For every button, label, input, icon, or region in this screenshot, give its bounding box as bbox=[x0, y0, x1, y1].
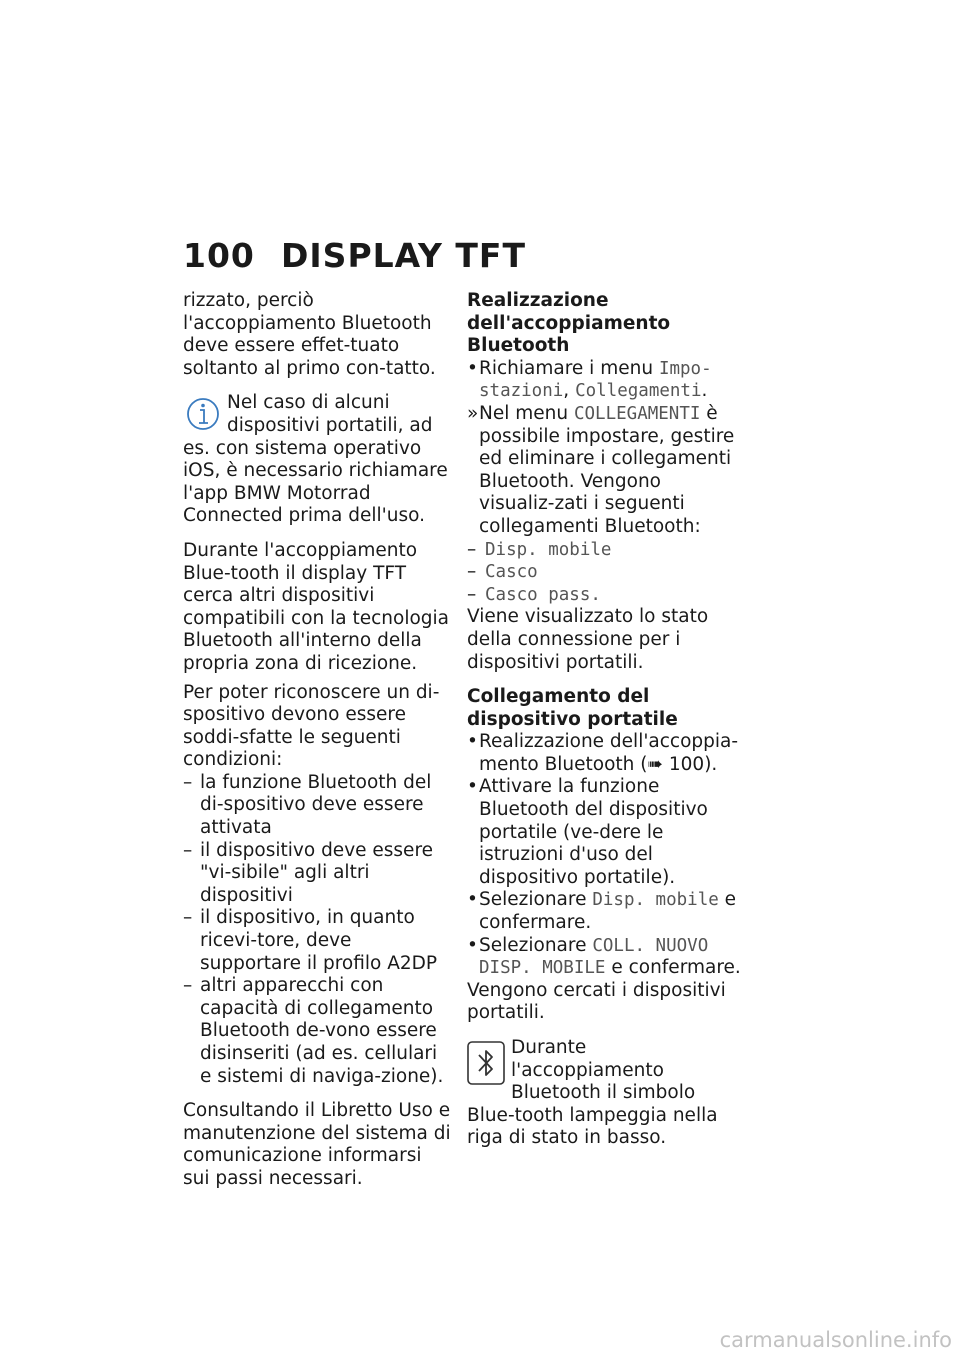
paragraph-conditions: Per poter riconoscere un di-spositivo devono essere soddi-sfatte le seguenti condizioni: bbox=[183, 681, 440, 771]
page-ref[interactable]: 100). bbox=[663, 753, 718, 775]
list-item: – la funzione Bluetooth del di-spositivo deve essere attivata bbox=[183, 771, 432, 839]
paragraph-intro: rizzato, perciò l'accoppiamento Bluetooth deve essere effet-tuato soltanto al primo con-tatto. bbox=[183, 290, 436, 379]
menu-code: Impo-stazioni bbox=[479, 358, 712, 402]
right-column bbox=[467, 290, 742, 1162]
list-item: – il dispositivo, in quanto ricevi-tore, deve supportare il profilo A2DP bbox=[183, 907, 438, 974]
paragraph-searching: Vengono cercati i dispositivi portatili. bbox=[467, 979, 726, 1024]
heading-connect: Collegamento del dispositivo portatile bbox=[467, 686, 678, 730]
note-block bbox=[183, 392, 451, 528]
menu-code: COLLEGAMENTI bbox=[573, 403, 701, 424]
paragraph-search: Durante l'accoppiamento Blue-tooth il display TFT cerca altri dispositivi compatibili con la tecnologia Bluetooth all'interno della propria zona di ricezione. bbox=[183, 539, 450, 674]
bluetooth-note-text: Durante l'accoppiamento Bluetooth il simbolo Blue-tooth lampeggia nella riga di stato in basso. bbox=[467, 1037, 718, 1149]
menu-code: Disp. mobile bbox=[592, 890, 719, 911]
result-menu: » Nel menu COLLEGAMENTI è possibile impostare, gestire ed eliminare i collegamenti Bluetooth. Vengono visualiz-zati i seguenti collegamenti Bluetooth: bbox=[467, 402, 735, 537]
watermark: carmanualsonline.info bbox=[719, 1328, 952, 1352]
connections-list bbox=[467, 539, 742, 607]
paragraph-status: Viene visualizzato lo stato della connessione per i dispositivi portatili. bbox=[467, 606, 709, 673]
note-text: Nel caso di alcuni dispositivi portatili, ad es. con sistema operativo iOS, è necessario richiamare l'app BMW Motorrad Connected prima dell'uso. bbox=[183, 392, 448, 527]
bluetooth-icon bbox=[467, 1041, 505, 1085]
step-activate-bluetooth: • Attivare la funzione Bluetooth del dispositivo portatile (ve-dere le istruzioni d'uso del dispositivo portatile). bbox=[467, 776, 708, 888]
list-item: – Casco bbox=[467, 561, 538, 583]
list-item: – Casco pass. bbox=[467, 583, 601, 605]
left-column bbox=[183, 290, 451, 1203]
arrow-ref-icon: ➠ bbox=[647, 753, 664, 775]
page-number: 100 bbox=[183, 236, 255, 275]
paragraph-manual: Consultando il Libretto Uso e manutenzione del sistema di comunicazione informarsi sui passi necessari. bbox=[183, 1100, 451, 1189]
step-new-connection: • Selezionare COLL. NUOVO DISP. MOBILE e confermare. bbox=[467, 934, 741, 979]
info-note-icon bbox=[183, 392, 223, 436]
menu-code: COLL. NUOVO DISP. MOBILE bbox=[479, 935, 709, 979]
conditions-list bbox=[183, 772, 451, 1088]
step-pairing-ref: • Realizzazione dell'accoppia-mento Bluetooth (➠ 100). bbox=[467, 731, 739, 775]
page-header bbox=[183, 236, 526, 275]
bluetooth-note-block bbox=[467, 1037, 742, 1150]
step-open-menu: • Richiamare i menu Impo-stazioni, Collegamenti. bbox=[467, 357, 712, 402]
step-select-device: • Selezionare Disp. mobile e confermare. bbox=[467, 889, 737, 934]
list-item: – il dispositivo deve essere "vi-sibile" agli altri dispositivi bbox=[183, 839, 434, 906]
section-title: DISPLAY TFT bbox=[281, 236, 526, 275]
heading-pairing: Realizzazione dell'accoppiamento Bluetooth bbox=[467, 290, 671, 357]
list-item: – altri apparecchi con capacità di collegamento Bluetooth de-vono essere disinseriti (ad es. cellulari e sistemi di naviga-zione). bbox=[183, 975, 444, 1087]
menu-code: Collegamenti bbox=[575, 381, 702, 402]
list-item: – Disp. mobile bbox=[467, 538, 612, 560]
